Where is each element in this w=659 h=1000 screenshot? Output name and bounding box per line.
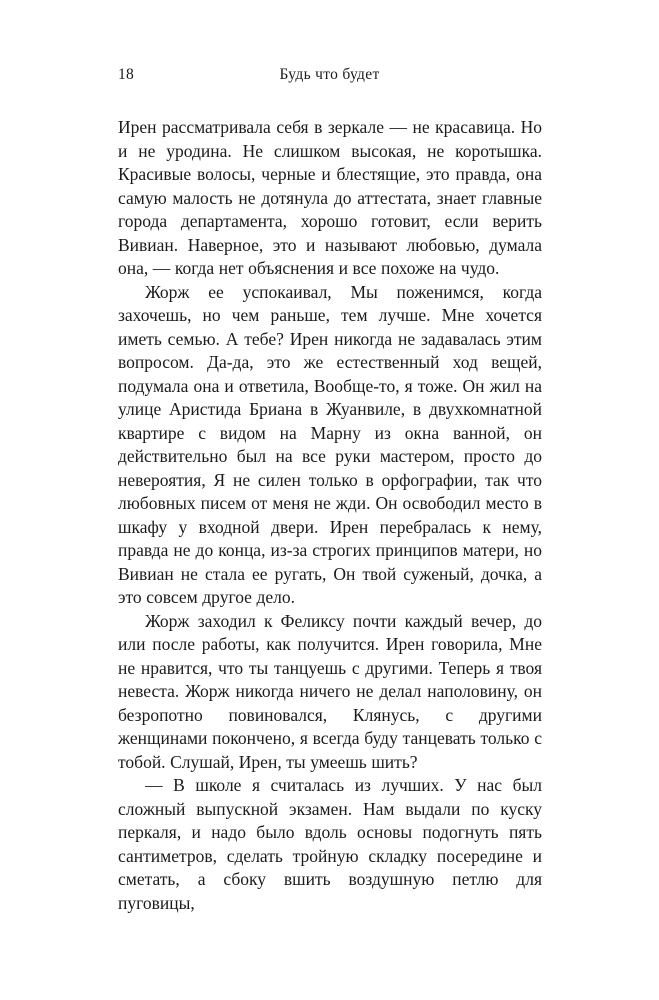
paragraph: — В школе я считалась из лучших. У нас был сложный выпускной экзамен. Нам выдали по куску перкаля, и надо было вдоль основы подогнуть пять сантиметров, сделать тройную складку посередине и сметать, а сбоку вшить воздушную петлю для пуговицы, [118, 775, 542, 913]
paragraph: Жорж ее успокаивал, Мы поженимся, когда захочешь, но чем раньше, тем лучше. Мне хочется иметь семью. А тебе? Ирен никогда не задавалась этим вопросом. Да-да, это же естественный ход вещей, подумала она и ответила, Вообще-то, я тоже. Он жил на улице Аристида Бриана в Жуанвиле, в двухкомнатной квартире с видом на Марну из окна ванной, он действительно был на все руки мастером, просто до невероятия, Я не силен только в орфографии, так что любовных писем от меня не жди. Он освободил место в шкафу у входной двери. Ирен перебралась к нему, правда не до конца, из-за строгих принципов матери, но Вивиан не стала ее ругать, Он твой суженый, дочка, а это совсем другое дело. [118, 281, 542, 607]
page-number: 18 [118, 66, 135, 83]
paragraph: Ирен рассматривала себя в зеркале — не красавица. Но и не уродина. Не слишком высокая, не коротышка. Красивые волосы, черные и блестящие, это правда, она самую малость не дотянула до аттестата, знает главные города департамента, хорошо готовит, если верить Вивиан. Наверное, это и называют любовью, думала она, — когда нет объяснения и все похоже на чудо. [118, 117, 542, 278]
body-text [118, 116, 542, 915]
running-title: Будь что будет [279, 66, 380, 83]
paragraph: Жорж заходил к Феликсу почти каждый вечер, до или после работы, как получится. Ирен говорила, Мне не нравится, что ты танцуешь с другими. Теперь я твоя невеста. Жорж никогда ничего не делал наполовину, он безропотно повиновался, Клянусь, с другими женщинами покончено, я всегда буду танцевать только с тобой. Слушай, Ирен, ты умеешь шить? [118, 610, 542, 772]
page-header [118, 66, 541, 86]
